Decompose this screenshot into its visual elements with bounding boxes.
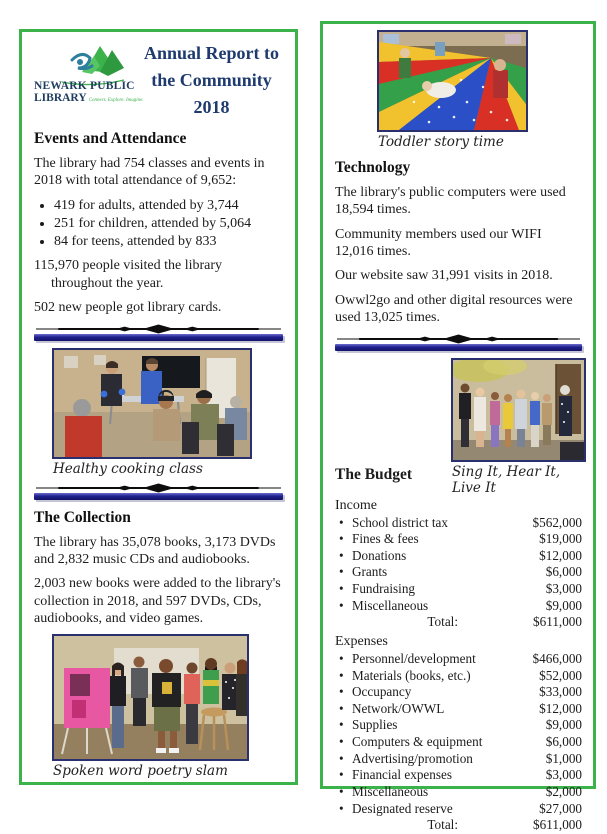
- events-cards: 502 new people got library cards.: [34, 300, 222, 316]
- technology-p4: Owwl2go and other digital resources were used 13,025 times.: [335, 292, 573, 326]
- left-column: [19, 29, 298, 785]
- logo-tagline: Connect. Explore. Imagine.: [88, 98, 144, 103]
- logo-name-line2: LIBRARY: [34, 92, 87, 104]
- expenses-label: Expenses: [335, 633, 388, 649]
- right-column: [320, 21, 596, 833]
- photo-caption: Healthy cooking class: [53, 460, 203, 477]
- income-total-row: Total: $611,000: [427, 614, 582, 630]
- income-row: • Donations $12,000: [335, 548, 582, 565]
- expense-row: • Advertising/promotion $1,000: [335, 751, 582, 768]
- divider-bar: [335, 344, 582, 351]
- expense-row: • Materials (books, etc.) $52,000: [335, 668, 582, 685]
- income-row: • School district tax $562,000: [335, 515, 582, 532]
- masthead: [34, 38, 283, 121]
- toddler-story-figure: [377, 30, 524, 150]
- expenses-total-row: Total: $611,000: [427, 817, 582, 833]
- divider-bar: [34, 493, 283, 500]
- toddler-story-photo: [377, 30, 528, 132]
- expense-row: • Miscellaneous $2,000: [335, 784, 582, 801]
- collection-p2: 2,003 new books were added to the library's collection in 2018, and 597 DVDs, CDs, audiobooks, and video games.: [34, 576, 281, 626]
- income-row: • Fines & fees $19,000: [335, 531, 582, 548]
- collection-heading: The Collection: [34, 508, 131, 526]
- technology-p1: The library's public computers were used 18,594 times.: [335, 185, 566, 218]
- events-visits: 115,970 people visited the library throughout the year.: [34, 258, 223, 291]
- poetry-slam-photo: [52, 634, 249, 761]
- income-row: • Miscellaneous $9,000: [335, 598, 582, 615]
- healthy-cooking-class-photo: [52, 348, 252, 459]
- photo-caption: Spoken word poetry slam: [53, 763, 228, 780]
- income-label: Income: [335, 497, 377, 513]
- income-row: • Fundraising $3,000: [335, 581, 582, 598]
- sing-it-photo: [451, 358, 586, 462]
- expense-row: • Network/OWWL $12,000: [335, 701, 582, 718]
- sing-it-figure: [451, 358, 582, 498]
- section-divider: [34, 483, 283, 500]
- divider-ornament-icon: [335, 334, 582, 344]
- income-row: • Grants $6,000: [335, 564, 582, 581]
- library-logo: [34, 38, 144, 104]
- technology-heading: Technology: [335, 159, 411, 176]
- expense-row: • Personnel/development $466,000: [335, 651, 582, 668]
- expense-row: • Occupancy $33,000: [335, 684, 582, 701]
- events-bullet: • 419 for adults, attended by 3,744: [54, 197, 283, 215]
- logo-name-line1: NEWARK PUBLIC: [34, 80, 135, 92]
- events-heading: Events and Attendance: [34, 130, 187, 147]
- poetry-slam-figure: [52, 634, 245, 779]
- events-bullet: • 84 for teens, attended by 833: [54, 233, 283, 251]
- budget-header-row: [335, 358, 582, 498]
- healthy-cooking-class-figure: [52, 348, 248, 477]
- divider-ornament-icon: [34, 483, 283, 493]
- expense-row: • Financial expenses $3,000: [335, 767, 582, 784]
- technology-p2: Community members used our WIFI 12,016 times.: [335, 226, 542, 260]
- page-title: Annual Report to the Community 2018: [143, 43, 279, 117]
- section-divider: [335, 334, 582, 351]
- budget-heading: The Budget: [335, 465, 413, 483]
- events-intro: The library had 754 classes and events in 2018 with total attendance of 9,652:: [34, 156, 265, 189]
- events-bullet: • 251 for children, attended by 5,064: [54, 215, 283, 233]
- divider-ornament-icon: [34, 324, 283, 334]
- photo-caption: Sing It, Hear It, Live It: [452, 463, 561, 496]
- divider-bar: [34, 334, 283, 341]
- expense-row: • Computers & equipment $6,000: [335, 734, 582, 751]
- photo-caption: Toddler story time: [378, 134, 504, 150]
- technology-p3: Our website saw 31,991 visits in 2018.: [335, 268, 553, 284]
- section-divider: [34, 324, 283, 341]
- events-bullet-list: [38, 197, 283, 251]
- expense-row: • Supplies $9,000: [335, 717, 582, 734]
- expense-row: • Designated reserve $27,000: [335, 801, 582, 818]
- collection-p1: The library has 35,078 books, 3,173 DVDs and 2,832 music CDs and audiobooks.: [34, 534, 276, 567]
